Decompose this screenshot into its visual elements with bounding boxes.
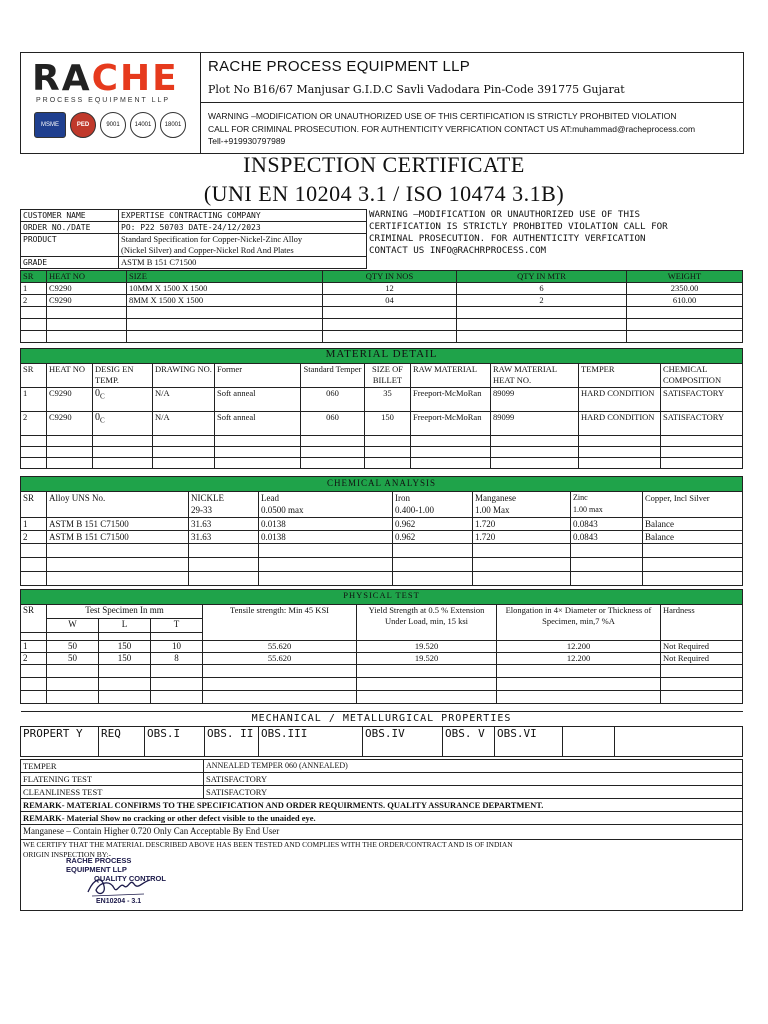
cell-w: 50	[47, 641, 99, 653]
cell-sr: 1	[21, 518, 47, 531]
certificate-standard: (UNI EN 10204 3.1 / ISO 10474 3.1B)	[203, 181, 565, 206]
flatening-value: SATISFACTORY	[204, 773, 743, 786]
element-spec: 29-33	[191, 505, 212, 515]
cell-hardness: Not Required	[661, 641, 743, 653]
product-value-line: (Nickel Silver) and Copper-Nickel Rod And Plates	[121, 245, 294, 255]
temp-code: 0	[95, 388, 100, 399]
physical-header-row	[21, 605, 743, 619]
table-row-empty	[21, 544, 743, 558]
cell-alloy: ASTM B 151 C71500	[47, 518, 189, 531]
cell-zinc: 0.0843	[571, 518, 643, 531]
cell-yield: 19.520	[357, 653, 497, 665]
physical-test-band: PHYSICAL TEST	[21, 590, 743, 605]
table-row	[21, 786, 743, 799]
flatening-label: FLATENING TEST	[21, 773, 204, 786]
cell-former: Soft anneal	[215, 388, 301, 412]
certify-line: WE CERTIFY THAT THE MATERIAL DESCRIBED ABOVE HAS BEEN TESTED AND COMPLIES WITH THE ORDER/CONTRACT AND IS OF INDIAN	[23, 840, 513, 849]
cell-qty-nos: 04	[323, 295, 457, 307]
element-spec: 1.00 Max	[475, 505, 510, 515]
cell-lead: 0.0138	[259, 531, 393, 544]
table-row	[21, 295, 743, 307]
order-value: PO: P22 50703 DATE-24/12/2023	[119, 222, 367, 234]
grade-label: GRADE	[21, 257, 119, 269]
table-row	[21, 412, 743, 436]
cell-nickle: 31.63	[189, 531, 259, 544]
col-property: PROPERT Y	[21, 727, 99, 757]
temper-value: ANNEALED TEMPER 060 (ANNEALED)	[204, 760, 743, 773]
col-alloy	[47, 492, 189, 518]
cell-heat-no: C9290	[47, 412, 93, 436]
product-value-line: Standard Specification for Copper-Nickel-Zinc Alloy	[121, 234, 303, 244]
mechanical-properties-table	[20, 711, 743, 757]
header-warning-line: WARNING –MODIFICATION OR UNAUTHORIZED USE OF THIS CERTIFICATION IS STRICTLY PROHBITED VIOLATION	[208, 111, 677, 121]
cell-heat-no: C9290	[47, 388, 93, 412]
table-row	[21, 653, 743, 665]
col-heat-no: HEAT NO	[47, 271, 127, 283]
cell-design-temp	[93, 388, 153, 412]
table-row-empty	[21, 678, 743, 691]
col-t: T	[151, 619, 203, 633]
col-lead	[259, 492, 393, 518]
material-detail-band: MATERIAL DETAIL	[21, 349, 743, 364]
table-row	[21, 518, 743, 531]
signature-icon	[84, 872, 154, 900]
col-obs-i: OBS.I	[145, 727, 205, 757]
cell-heat-no: C9290	[47, 283, 127, 295]
stamp-department: QUALITY CONTROL	[94, 874, 166, 883]
cell-drawing-no: N/A	[153, 412, 215, 436]
cell-hardness: Not Required	[661, 653, 743, 665]
certify-line: ORIGIN INSPECTION BY:-	[23, 850, 112, 859]
col-size: SIZE	[127, 271, 323, 283]
col-blank	[563, 727, 615, 757]
cell-tensile: 55.620	[203, 641, 357, 653]
col-sr: SR	[21, 605, 47, 633]
order-label: ORDER NO./DATE	[21, 222, 119, 234]
col-qty-mtr: QTY IN MTR	[457, 271, 627, 283]
col-former: Former	[215, 364, 301, 388]
product-label: PRODUCT	[21, 234, 119, 257]
table-row-empty	[21, 447, 743, 458]
col-obs-ii: OBS. II	[205, 727, 259, 757]
cell-zinc: 0.0843	[571, 531, 643, 544]
col-qty-nos: QTY IN NOS	[323, 271, 457, 283]
cell-elongation: 12.200	[497, 641, 661, 653]
certificate-title: INSPECTION CERTIFICATE	[243, 152, 525, 177]
cleanliness-label: CLEANLINESS TEST	[21, 786, 204, 799]
stamp-standard: EN10204 - 3.1	[96, 898, 142, 905]
table-row-empty	[21, 331, 743, 343]
company-address: Plot No B16/67 Manjusar G.I.D.C Savli Vadodara Pin-Code 391775 Gujarat	[208, 83, 625, 96]
warning-line: CONTACT US INFO@RACHRPROCESS.COM	[369, 245, 547, 256]
temp-code: 0	[95, 412, 100, 423]
cell-iron: 0.962	[393, 518, 473, 531]
cell-billet-size: 150	[365, 412, 411, 436]
table-row	[21, 812, 743, 825]
header-warning-line: CALL FOR CRIMINAL PROSECUTION. FOR AUTHENTICITY VERFICATION CONTACT US AT:muhammad@racheprocess.com	[208, 123, 696, 134]
col-nickle	[189, 492, 259, 518]
header-separator	[200, 102, 743, 103]
cell-temper: HARD CONDITION	[579, 412, 661, 436]
col-heat-no: HEAT NO	[47, 364, 93, 388]
cell-standard-temper: 060	[301, 388, 365, 412]
col-yield: Yield Strength at 0.5 % Extension Under Load, min, 15 ksi	[357, 605, 497, 641]
cell-yield: 19.520	[357, 641, 497, 653]
col-req: REQ	[99, 727, 145, 757]
cell-weight: 2350.00	[627, 283, 743, 295]
table-row	[21, 760, 743, 773]
cell-lead: 0.0138	[259, 518, 393, 531]
mechanical-header-row	[21, 727, 743, 757]
cell-l: 150	[99, 653, 151, 665]
cell-iron: 0.962	[393, 531, 473, 544]
header-warning	[208, 110, 738, 148]
customer-label: CUSTOMER NAME	[21, 210, 119, 222]
company-logo	[32, 58, 179, 99]
element-name: Iron	[395, 493, 410, 503]
cell-weight: 610.00	[627, 295, 743, 307]
manganese-note: Manganese – Contain Higher 0.720 Only Can Acceptable By End User	[21, 825, 743, 840]
cell-sr: 2	[21, 295, 47, 307]
chemical-analysis-band: CHEMICAL ANALYSIS	[21, 477, 743, 492]
col-chemical-composition: CHEMICAL COMPOSITION	[661, 364, 743, 388]
ohsas-18001-badge-icon: 18001	[160, 112, 186, 138]
customer-value: EXPERTISE CONTRACTING COMPANY	[119, 210, 367, 222]
cleanliness-value: SATISFACTORY	[204, 786, 743, 799]
warning-line: WARNING –MODIFICATION OR UNAUTHORIZED USE OF THIS	[369, 209, 641, 220]
company-name: RACHE PROCESS EQUIPMENT LLP	[208, 58, 471, 75]
cell-tensile: 55.620	[203, 653, 357, 665]
table-row	[21, 773, 743, 786]
col-sr: SR	[21, 271, 47, 283]
temp-unit: C	[100, 416, 105, 425]
table-row-empty	[21, 458, 743, 469]
element-name: NICKLE	[191, 493, 224, 503]
cell-raw-material: Freeport-McMoRan	[411, 412, 491, 436]
col-tensile: Tensile strength: Min 45 KSI	[203, 605, 357, 641]
mechanical-band: MECHANICAL / METALLURGICAL PROPERTIES	[21, 712, 743, 727]
cell-w: 50	[47, 653, 99, 665]
table-row-empty	[21, 436, 743, 447]
logo-wordmark: RACHE	[32, 58, 179, 99]
element-spec: 0.0500 max	[261, 505, 304, 515]
table-row	[21, 641, 743, 653]
col-obs-iii: OBS.III	[259, 727, 363, 757]
product-value	[119, 234, 367, 257]
element-name: Zinc	[573, 493, 588, 502]
warning-line: CERTIFICATION IS STRICTLY PROHBITED VIOLATION CALL FOR	[369, 221, 668, 232]
col-l: L	[99, 619, 151, 633]
table-row-empty	[21, 572, 743, 586]
cell-qty-nos: 12	[323, 283, 457, 295]
col-drawing-no: DRAWING NO.	[153, 364, 215, 388]
col-elongation: Elongation in 4× Diameter or Thickness of Specimen, min,7 %A	[497, 605, 661, 641]
order-info-table	[20, 209, 367, 269]
table-row-empty	[21, 665, 743, 678]
table-row	[21, 283, 743, 295]
cell-copper: Balance	[643, 518, 743, 531]
col-temper: TEMPER	[579, 364, 661, 388]
col-standard-temper: Standard Temper	[301, 364, 365, 388]
cell-raw-heat-no: 89099	[491, 412, 579, 436]
cell-sr: 1	[21, 641, 47, 653]
col-specimen: Test Specimen In mm	[47, 605, 203, 619]
certification-badges	[34, 112, 186, 138]
cell-qty-mtr: 6	[457, 283, 627, 295]
cell-elongation: 12.200	[497, 653, 661, 665]
col-obs-vi: OBS.VI	[495, 727, 563, 757]
cell-sr: 1	[21, 283, 47, 295]
material-header-row	[21, 364, 743, 388]
element-name: Lead	[261, 493, 279, 503]
element-name: Copper, Incl Silver	[645, 493, 710, 503]
table-row	[21, 388, 743, 412]
cell-former: Soft anneal	[215, 412, 301, 436]
table-row	[21, 825, 743, 840]
col-obs-v: OBS. V	[443, 727, 495, 757]
cell-copper: Balance	[643, 531, 743, 544]
remark-defects: REMARK- Material Show no cracking or other defect visible to the unaided eye.	[21, 812, 743, 825]
cell-size: 8MM X 1500 X 1500	[127, 295, 323, 307]
physical-test-table	[20, 589, 743, 704]
col-hardness: Hardness	[661, 605, 743, 641]
cell-standard-temper: 060	[301, 412, 365, 436]
stamp-company: RACHE PROCESS EQUIPMENT LLP	[66, 856, 132, 874]
remark-quality: REMARK- MATERIAL CONFIRMS TO THE SPECIFICATION AND ORDER REQUIRMENTS. QUALITY ASSURANCE DEPARTMENT.	[21, 799, 743, 812]
iso-9001-badge-icon: 9001	[100, 112, 126, 138]
cell-sr: 2	[21, 412, 47, 436]
cell-sr: 1	[21, 388, 47, 412]
cell-manganese: 1.720	[473, 531, 571, 544]
cell-l: 150	[99, 641, 151, 653]
warning-line: CRIMINAL PROSECUTION. FOR AUTHENTICITY VERFICATION	[369, 233, 646, 244]
chemical-analysis-table	[20, 476, 743, 586]
table-row-empty	[21, 691, 743, 704]
col-weight: WEIGHT	[627, 271, 743, 283]
material-detail-table	[20, 348, 743, 469]
logo-subtitle: PROCESS EQUIPMENT LLP	[36, 97, 171, 104]
col-copper	[643, 492, 743, 518]
table-row	[21, 531, 743, 544]
cell-sr: 2	[21, 653, 47, 665]
table-row	[21, 799, 743, 812]
cell-manganese: 1.720	[473, 518, 571, 531]
cell-temper: HARD CONDITION	[579, 388, 661, 412]
col-design-temp: DESIG EN TEMP.	[93, 364, 153, 388]
quantity-header-row	[21, 271, 743, 283]
element-name: Manganese	[475, 493, 516, 503]
col-obs-iv: OBS.IV	[363, 727, 443, 757]
table-row-empty	[21, 558, 743, 572]
col-iron	[393, 492, 473, 518]
col-zinc	[571, 492, 643, 518]
col-raw-material: RAW MATERIAL	[411, 364, 491, 388]
cell-heat-no: C9290	[47, 295, 127, 307]
col-blank	[615, 727, 743, 757]
iso-14001-badge-icon: 14001	[130, 112, 156, 138]
cell-size: 10MM X 1500 X 1500	[127, 283, 323, 295]
ped-badge-icon: PED	[70, 112, 96, 138]
col-sr	[21, 492, 47, 518]
temp-unit: C	[100, 392, 105, 401]
col-billet-size: SIZE OF BILLET	[365, 364, 411, 388]
authenticity-warning	[366, 209, 744, 269]
cell-t: 8	[151, 653, 203, 665]
cell-chemical-composition: SATISFACTORY	[661, 388, 743, 412]
cell-sr: 2	[21, 531, 47, 544]
table-row-empty	[21, 307, 743, 319]
msme-badge-icon: MSME	[34, 112, 66, 138]
cell-billet-size: 35	[365, 388, 411, 412]
element-spec: 1.00 max	[573, 505, 603, 514]
cell-design-temp	[93, 412, 153, 436]
header-contact-phone: Tell-+919930797989	[208, 136, 286, 146]
col-w: W	[47, 619, 99, 633]
element-spec: 0.400-1.00	[395, 505, 434, 515]
col-alloy-label: Alloy UNS No.	[49, 493, 106, 503]
table-row-empty	[21, 319, 743, 331]
col-sr: SR	[21, 364, 47, 388]
col-raw-material-heat-no: RAW MATERIAL HEAT NO.	[491, 364, 579, 388]
cell-chemical-composition: SATISFACTORY	[661, 412, 743, 436]
col-sr-label: SR	[23, 493, 35, 503]
cell-raw-heat-no: 89099	[491, 388, 579, 412]
temper-label: TEMPER	[21, 760, 204, 773]
quantity-table	[20, 270, 743, 343]
cell-alloy: ASTM B 151 C71500	[47, 531, 189, 544]
cell-qty-mtr: 2	[457, 295, 627, 307]
cell-nickle: 31.63	[189, 518, 259, 531]
chemical-header-row	[21, 492, 743, 518]
col-manganese	[473, 492, 571, 518]
cell-raw-material: Freeport-McMoRan	[411, 388, 491, 412]
grade-value: ASTM B 151 C71500	[119, 257, 367, 269]
cell-drawing-no: N/A	[153, 388, 215, 412]
cell-t: 10	[151, 641, 203, 653]
